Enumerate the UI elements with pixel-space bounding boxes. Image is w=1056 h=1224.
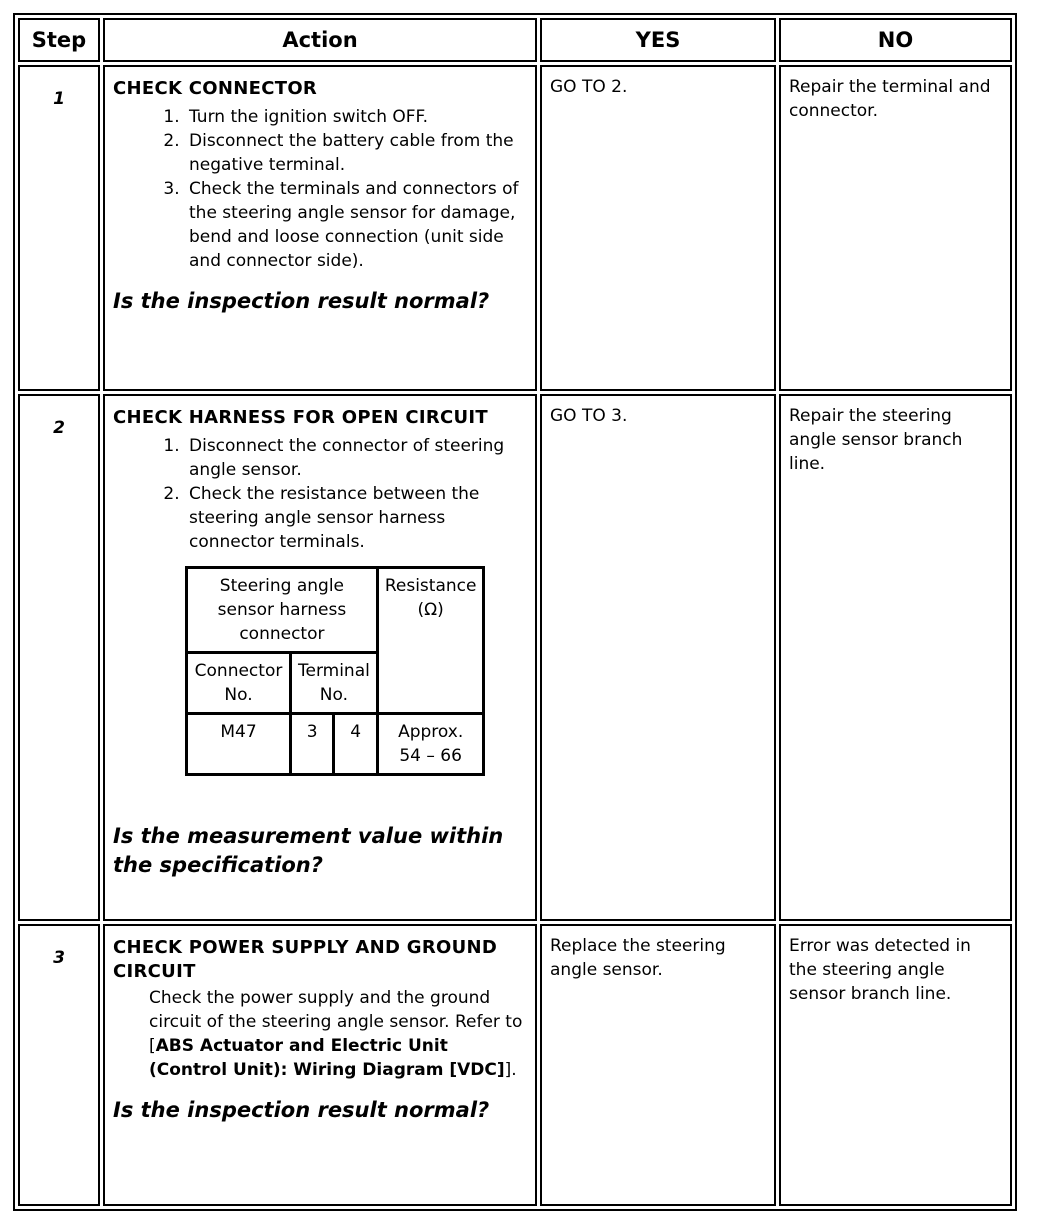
question: Is the inspection result normal? — [113, 289, 490, 313]
list-item: 1. Turn the ignition switch OFF. — [185, 105, 527, 129]
step-number: 2 — [18, 394, 100, 921]
yes-cell: Replace the steering angle sensor. — [540, 924, 776, 1206]
list-item: 1. Disconnect the connector of steering angle sensor. — [185, 434, 527, 482]
diagnosis-table — [13, 13, 1017, 1211]
header-connector-no: Connector No. — [187, 653, 291, 714]
action-cell — [103, 394, 537, 921]
terminal-2: 4 — [334, 714, 377, 775]
step-row-3 — [18, 924, 1012, 1206]
header-no: NO — [779, 18, 1012, 62]
yes-cell: GO TO 3. — [540, 394, 776, 921]
question: Is the measurement value within the specification? — [113, 824, 504, 877]
step-number: 1 — [18, 65, 100, 391]
action-cell — [103, 65, 537, 391]
list-item: 2. Check the resistance between the steering angle sensor harness connector terminals. — [185, 482, 527, 554]
header-resistance: Resistance (Ω) — [377, 568, 484, 714]
resistance-spec-table — [185, 566, 485, 776]
question: Is the inspection result normal? — [113, 1098, 490, 1122]
resistance-value: Approx. 54 – 66 — [377, 714, 484, 775]
header-connector: Steering angle sensor harness connector — [187, 568, 378, 653]
no-cell: Repair the terminal and connector. — [779, 65, 1012, 391]
list-item: 3. Check the terminals and connectors of the steering angle sensor for damage, bend and loose connection (unit side and connector side). — [185, 177, 527, 273]
header-row — [18, 18, 1012, 62]
wiring-diagram-link[interactable]: ABS Actuator and Electric Unit (Control Unit): Wiring Diagram [VDC] — [149, 1036, 505, 1080]
step-list — [113, 434, 527, 554]
connector-value: M47 — [187, 714, 291, 775]
action-cell — [103, 924, 537, 1206]
step-title: CHECK POWER SUPPLY AND GROUND CIRCUIT — [113, 937, 498, 982]
step-title: CHECK CONNECTOR — [113, 78, 318, 99]
yes-cell: GO TO 2. — [540, 65, 776, 391]
header-action: Action — [103, 18, 537, 62]
step-list — [113, 105, 527, 273]
step-row-1 — [18, 65, 1012, 391]
no-cell: Error was detected in the steering angle sensor branch line. — [779, 924, 1012, 1206]
step-row-2 — [18, 394, 1012, 921]
terminal-1: 3 — [291, 714, 334, 775]
step-description: Check the power supply and the ground circuit of the steering angle sensor. Refer to [ABS Actuator and Electric Unit (Control Unit): Wiring Diagram [VDC]]. — [149, 988, 523, 1080]
no-cell: Repair the steering angle sensor branch line. — [779, 394, 1012, 921]
step-number: 3 — [18, 924, 100, 1206]
header-yes: YES — [540, 18, 776, 62]
step-title: CHECK HARNESS FOR OPEN CIRCUIT — [113, 407, 489, 428]
header-terminal-no: Terminal No. — [291, 653, 378, 714]
list-item: 2. Disconnect the battery cable from the negative terminal. — [185, 129, 527, 177]
header-step: Step — [18, 18, 100, 62]
